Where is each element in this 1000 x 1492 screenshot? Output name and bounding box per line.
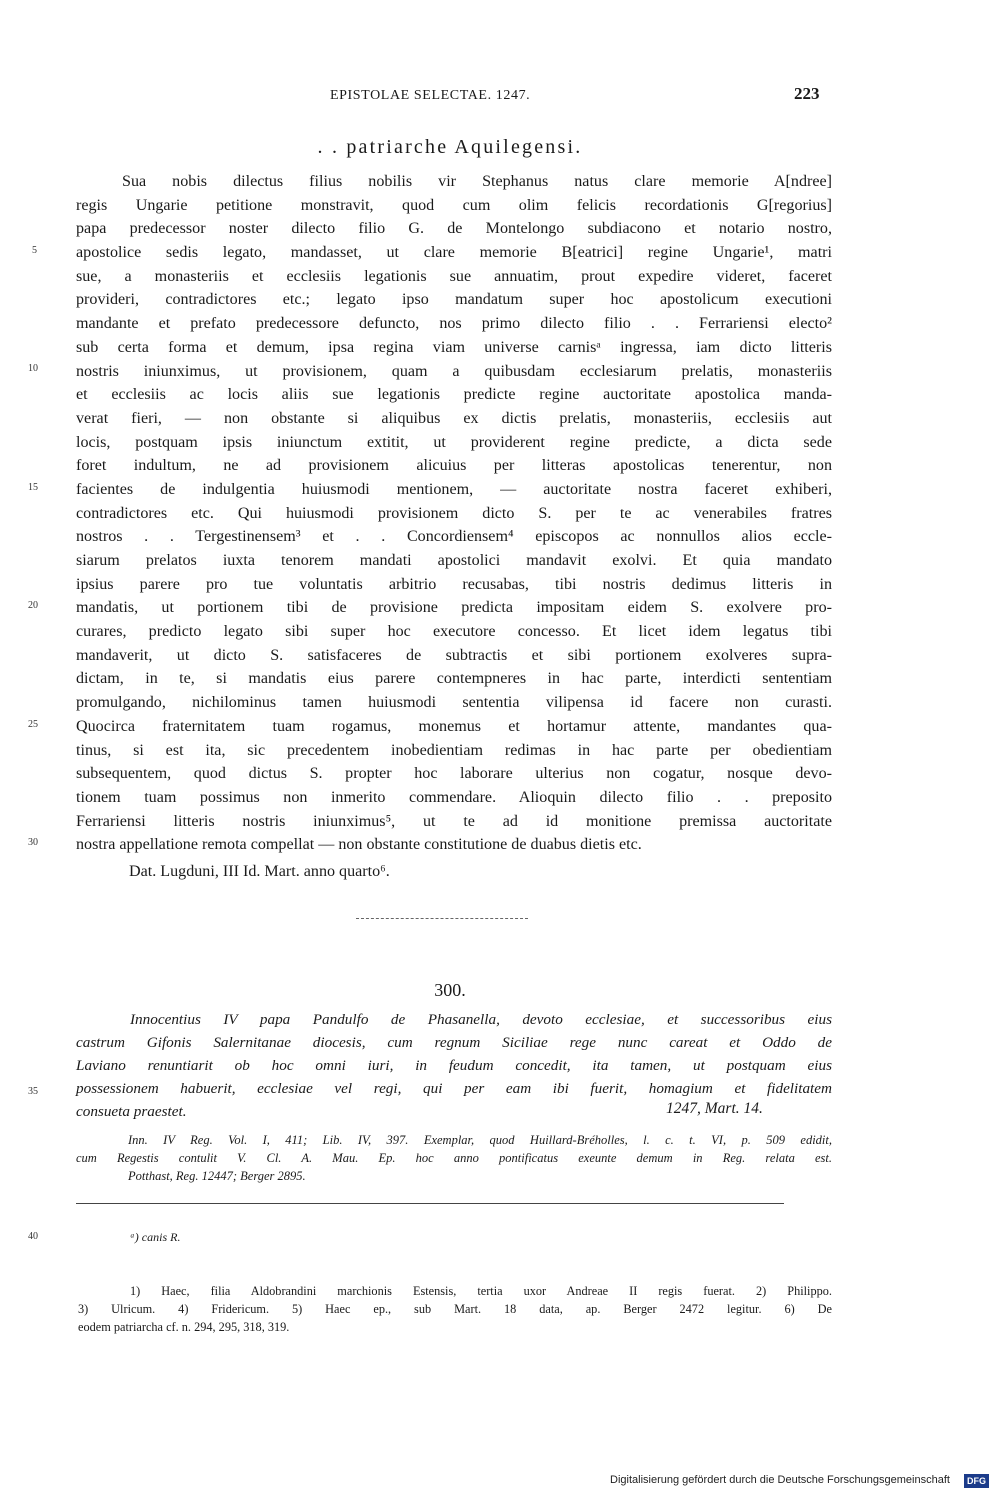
regest [76,1008,832,1123]
regest-line: possessionem habuerit, ecclesiae vel regi, qui per eam ibi fuerit, homagium et fidelitatem [76,1080,832,1097]
line-number: 10 [28,363,38,374]
footnote-line: eodem patriarcha cf. n. 294, 295, 318, 319. [78,1320,290,1334]
body-line: mandante et prefato predecessore defuncto, nos primo dilecto filio . . Ferrariensi electo² [76,315,832,333]
body-line: nostris iniunximus, ut provisionem, quam a quibusdam ecclesiarum prelatis, monasteriis [76,362,832,380]
line-number: 15 [28,482,38,493]
body-line: et ecclesiis ac locis aliis sue legationis predicte regine auctoritate apostolica manda- [76,386,832,404]
body-line: mandaverit, ut dicto S. satisfaceres de subtractis et sibi portionem exolveres supra- [76,646,832,664]
footnote-rule [76,1203,784,1204]
body-line: locis, postquam ipsis iniunctum extitit, ut providerent regine predicte, a dicta sede [76,433,832,451]
regest-line: Laviano renuntiarit ob hoc omni iuri, in feudum concedit, ita tamen, ut postquam eius [76,1057,832,1074]
line-number: 5 [32,245,37,256]
body-line: Ferrariensi litteris nostris iniunximus⁵, ut te ad id monitione premissa auctoritate [76,812,832,830]
dfg-logo: DFG [964,1474,989,1488]
footnote-line: 1) Haec, filia Aldobrandini marchionis Estensis, tertia uxor Andreae II regis fuerat. 2) Philippo. [130,1284,832,1298]
source-line: cum Regestis contulit V. Cl. A. Mau. Ep. hoc anno pontificatus exeunte demum in Reg. relata est. [76,1151,832,1165]
body-line: siarum prelatos iuxta tenorem mandati apostolici mandavit exolvi. Et quia mandato [76,552,832,569]
regest-date: 1247, Mart. 14. [666,1100,763,1117]
running-head: EPISTOLAE SELECTAE. 1247. [330,88,531,103]
line-number: 35 [28,1086,38,1097]
line-number: 20 [28,600,38,611]
body-line: subsequentem, quod dictus S. propter hoc laborare ulterius non cogatur, nosque devo- [76,765,832,783]
footnote-line: 3) Ulricum. 4) Fridericum. 5) Haec ep., sub Mart. 18 data, ap. Berger 2472 legitur. 6) De [78,1302,832,1316]
body-line: tinus, si est ita, sic precedentem inobedientiam redimas in hac parte per obedientiam [76,741,832,759]
body-line: foret indultum, ne ad provisionem alicuius per litteras apostolicas tenerentur, non [76,457,832,475]
text-critical-note: ᵃ) canis R. [130,1230,181,1244]
body-line: facientes de indulgentia huiusmodi mentionem, — auctoritate nostra faceret exhiberi, [76,480,832,498]
body-line: curares, predicto legato sibi super hoc executore concesso. Et licet idem legatus tibi [76,623,832,641]
digitization-credit: Digitalisierung gefördert durch die Deutsche Forschungsgemeinschaft [610,1474,950,1486]
body-line: verat fieri, — non obstante si aliquibus ex dictis prelatis, monasteriis, ecclesiis aut [76,409,832,427]
regest-line: Innocentius IV papa Pandulfo de Phasanella, devoto ecclesiae, et successoribus eius [130,1011,832,1028]
body-line: ipsius parere pro tue voluntatis arbitrio recusabas, tibi nostris dedimus litteris in [76,575,832,593]
body-line: dictam, in te, si mandatis eius parere contempneres in hac parte, interdicti sententiam [76,670,832,688]
source-notes [76,1131,832,1185]
body-line: promulgando, nichilominus tamen huiusmodi sententia vilipensa id facere non curasti. [76,694,832,712]
body-line: provideri, contradictores etc.; legato ipso mandatum super hoc apostolicum executioni [76,291,832,309]
source-line: Potthast, Reg. 12447; Berger 2895. [128,1169,306,1183]
body-line: nostros . . Tergestinensem³ et . . Concordiensem⁴ episcopos ac nonnullos alios eccle- [76,528,832,546]
regest-line: consueta praestet. [76,1103,187,1120]
line-number: 25 [28,719,38,730]
source-line: Inn. IV Reg. Vol. I, 411; Lib. IV, 397. Exemplar, quod Huillard-Bréholles, l. c. t. VI, p. 509 edidit, [128,1133,832,1147]
regest-line: castrum Gifonis Salernitanae diocesis, cum regnum Siciliae rege nunc careat et Oddo de [76,1034,832,1051]
body-line: apostolice sedis legato, mandasset, ut clare memorie B[eatrici] regine Ungarie¹, matri [76,244,832,262]
body-line: Sua nobis dilectus filius nobilis vir Stephanus natus clare memorie A[ndree] [122,173,832,190]
line-number: 30 [28,837,38,848]
body-line: sub certa forma et demum, ipsa regina viam universe carnisᵃ ingressa, iam dicto litteris [76,338,832,356]
body-line: contradictores etc. Qui huiusmodi provisionem dicto S. per te ac venerabiles fratres [76,504,832,522]
body-line: tionem tuam possimus non inmerito commendare. Alioquin dilecto filio . . preposito [76,788,832,806]
body-line: sue, a monasteriis et ecclesiis legationis sue annuatim, prout expedire videret, faceret [76,267,832,285]
letter-addressee: . . patriarche Aquilegensi. [317,136,583,158]
body-line: regis Ungarie petitione monstravit, quod cum olim felicis recordationis G[regorius] [76,196,832,214]
body-line: papa predecessor noster dilecto filio G. de Montelongo subdiacono et notario nostro, [76,220,832,238]
section-separator [356,918,528,919]
dating-clause: Dat. Lugduni, III Id. Mart. anno quarto⁶. [129,863,390,880]
body-line: mandatis, ut portionem tibi de provisione predicta impositam eidem S. exolvere pro- [76,599,832,617]
footnotes [78,1282,832,1336]
line-number: 40 [28,1231,38,1242]
body-line: Quocirca fraternitatem tuam rogamus, monemus et hortamur attente, mandantes qua- [76,717,832,735]
letter-body [76,170,832,857]
page-number: 223 [794,84,820,103]
body-line: nostra appellatione remota compellat — non obstante constitutione de duabus dietis etc. [76,836,642,854]
document-number: 300. [434,980,466,1000]
